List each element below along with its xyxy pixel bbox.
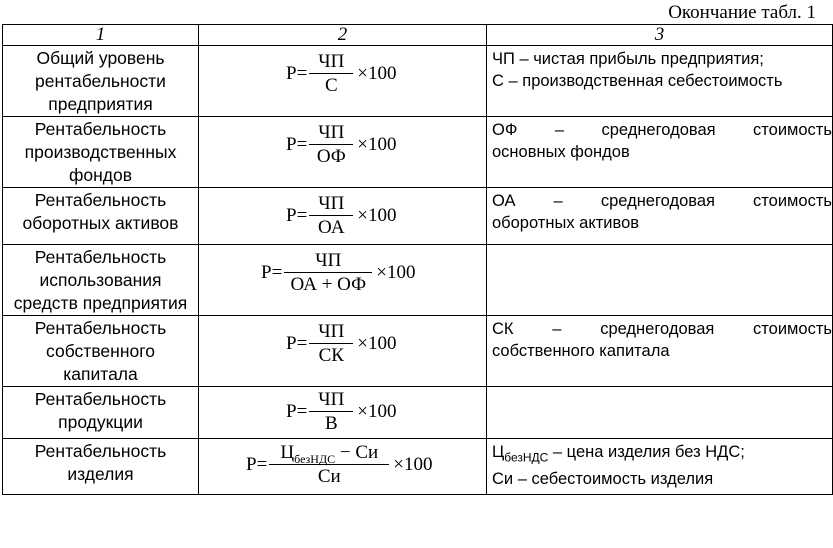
table-row <box>3 117 833 188</box>
formula: Р= $\frac{Ц_{безНДС} - Си}{Си}$ ×100 <box>246 442 433 487</box>
column-header: 1 <box>3 25 199 46</box>
formula-cell <box>199 316 487 387</box>
indicator-name: Рентабельность использования средств предприятия <box>3 245 199 316</box>
indicator-name: Рентабельность производственных фондов <box>3 117 199 188</box>
indicator-name: Рентабельность продукции <box>3 387 199 439</box>
indicator-name: Рентабельность собственного капитала <box>3 316 199 387</box>
description-cell: ОА – среднегодовая стоимость оборотных активов <box>487 188 833 245</box>
formula: Р= $\frac{ЧП}{ОА}$ ×100 <box>286 193 397 238</box>
table-row <box>3 245 833 316</box>
description-cell <box>487 245 833 316</box>
table-row <box>3 316 833 387</box>
table-row <box>3 439 833 495</box>
description-cell: СК – среднегодовая стоимость собственного капитала <box>487 316 833 387</box>
indicator-name: Рентабельность оборотных активов <box>3 188 199 245</box>
formula-cell <box>199 117 487 188</box>
column-header: 2 <box>199 25 487 46</box>
description-cell: ЧП – чистая прибыль предприятия; С – производственная себестоимость <box>487 46 833 117</box>
description-cell: $Ц_{безНДС}$ – цена изделия без НДС; Си – себестоимость изделия <box>487 439 833 495</box>
formula: Р= $\frac{ЧП}{С}$ ×100 <box>286 51 397 96</box>
indicator-name: Рентабельность изделия <box>3 439 199 495</box>
description-cell <box>487 387 833 439</box>
column-header: 3 <box>487 25 833 46</box>
table-row <box>3 387 833 439</box>
header-row <box>3 25 833 46</box>
formula: Р= $\frac{ЧП}{В}$ ×100 <box>286 389 397 434</box>
indicator-name: Общий уровень рентабельности предприятия <box>3 46 199 117</box>
formula-cell <box>199 46 487 117</box>
formula: Р= $\frac{ЧП}{ОА + ОФ}$ ×100 <box>261 250 416 295</box>
description-cell: ОФ – среднегодовая стоимость основных фондов <box>487 117 833 188</box>
formula-cell <box>199 439 487 495</box>
profitability-table <box>2 24 833 495</box>
formula-cell <box>199 188 487 245</box>
table-caption: Окончание табл. 1 <box>668 2 816 23</box>
table-row <box>3 188 833 245</box>
formula-cell <box>199 245 487 316</box>
table-row <box>3 46 833 117</box>
formula-cell <box>199 387 487 439</box>
formula: Р= $\frac{ЧП}{ОФ}$ ×100 <box>286 122 397 167</box>
formula: Р= $\frac{ЧП}{СК}$ ×100 <box>286 321 397 366</box>
